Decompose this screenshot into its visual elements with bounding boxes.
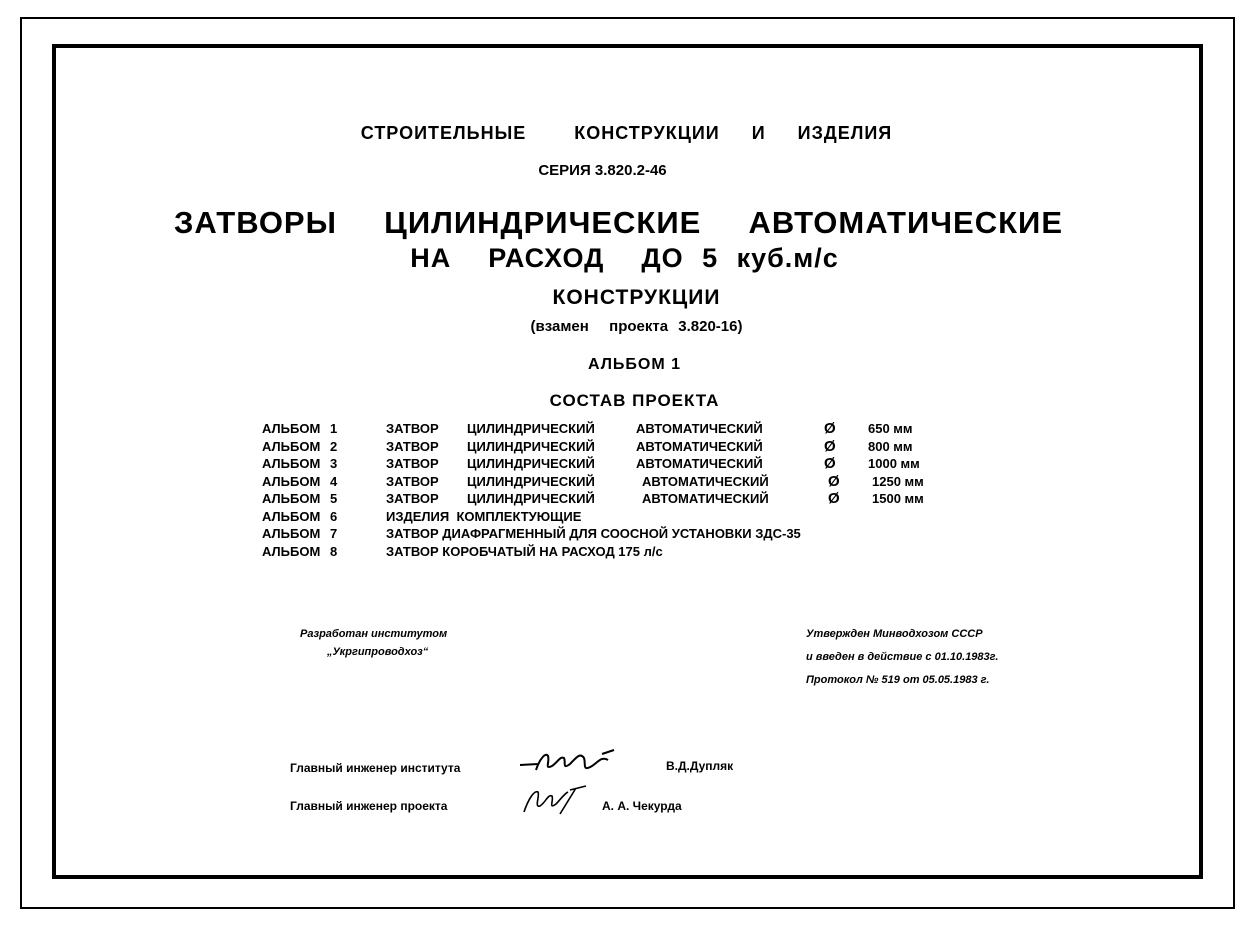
album-row-description: ЗАТВОР КОРОБЧАТЫЙ НА РАСХОД 175 л/с (386, 543, 663, 559)
album-row-number: 4 (330, 473, 338, 489)
signature-dupliak (518, 748, 628, 778)
header-line1: СТРОИТЕЛЬНЫЕ КОНСТРУКЦИИ И ИЗДЕЛИЯ (360, 123, 893, 143)
diameter-symbol: Ø (828, 472, 840, 490)
diameter-symbol: Ø (824, 437, 836, 455)
album-row-label: АЛЬБОМ (262, 526, 321, 541)
album-row-mode: АВТОМАТИЧЕСКИЙ (636, 456, 763, 471)
album-row-type: ЦИЛИНДРИЧЕСКИЙ (467, 491, 595, 506)
title-line2: НА РАСХОД ДО 5 куб.м/с (410, 243, 839, 273)
album-row-size: 800 мм (868, 438, 913, 454)
album-row-type: ЦИЛИНДРИЧЕСКИЙ (467, 438, 595, 454)
album-row-label: АЛЬБОМ (262, 543, 321, 559)
chief-project-name: А. А. Чекурда (602, 799, 682, 813)
title-line1: ЗАТВОРЫ ЦИЛИНДРИЧЕСКИЕ АВТОМАТИЧЕСКИЕ (174, 205, 1063, 240)
album-row-type: ЦИЛИНДРИЧЕСКИЙ (467, 421, 595, 436)
contents-heading: СОСТАВ ПРОЕКТА (549, 391, 720, 410)
album-row-number: 6 (330, 508, 338, 524)
album-label: АЛЬБОМ 1 (587, 356, 682, 373)
series-label: СЕРИЯ 3.820.2-46 (538, 162, 667, 179)
album-row-label: АЛЬБОМ (262, 491, 321, 506)
album-row-mode: АВТОМАТИЧЕСКИЙ (642, 491, 769, 506)
chief-institute-title: Главный инженер института (290, 761, 461, 775)
album-row-label: АЛЬБОМ (262, 456, 321, 471)
diameter-symbol: Ø (828, 490, 840, 507)
signature-chekurda (520, 784, 590, 818)
diameter-symbol: Ø (824, 420, 836, 437)
album-row-label: АЛЬБОМ (262, 421, 321, 436)
album-row-description: ИЗДЕЛИЯ КОМПЛЕКТУЮЩИЕ (386, 508, 582, 524)
album-row-item: ЗАТВОР (386, 456, 439, 471)
album-row-number: 7 (330, 526, 338, 541)
subtitle: КОНСТРУКЦИИ (552, 286, 721, 309)
diameter-symbol: Ø (824, 455, 836, 472)
developer-line1: Разработан институтом (300, 628, 448, 640)
chief-project-title: Главный инженер проекта (290, 799, 448, 813)
album-row-description: ЗАТВОР ДИАФРАГМЕННЫЙ ДЛЯ СООСНОЙ УСТАНОВКИ ЗДС-35 (386, 526, 801, 541)
approval-line1: Утвержден Минводхозом СССР (806, 628, 983, 640)
replaces-note: (взамен проекта 3.820-16) (530, 318, 743, 335)
album-row-mode: АВТОМАТИЧЕСКИЙ (636, 438, 763, 454)
developer-line2: „Укргипроводхоз“ (327, 646, 429, 658)
album-row-size: 1500 мм (872, 491, 924, 506)
album-row-size: 1000 мм (868, 456, 920, 471)
album-row-type: ЦИЛИНДРИЧЕСКИЙ (467, 473, 595, 489)
album-row-item: ЗАТВОР (386, 491, 439, 506)
chief-institute-name: В.Д.Дупляк (666, 759, 734, 773)
album-row-number: 3 (330, 456, 338, 471)
album-row-item: ЗАТВОР (386, 438, 439, 454)
album-row-size: 1250 мм (872, 473, 924, 489)
album-row-type: ЦИЛИНДРИЧЕСКИЙ (467, 456, 595, 471)
approval-line2: и введен в действие с 01.10.1983г. (806, 651, 999, 663)
album-row-item: ЗАТВОР (386, 421, 439, 436)
album-row-label: АЛЬБОМ (262, 508, 321, 524)
album-row-number: 8 (330, 543, 338, 559)
album-row-mode: АВТОМАТИЧЕСКИЙ (642, 473, 769, 489)
album-row-number: 5 (330, 491, 338, 506)
album-row-label: АЛЬБОМ (262, 438, 321, 454)
approval-line3: Протокол № 519 от 05.05.1983 г. (806, 674, 990, 686)
album-row-number: 2 (330, 438, 338, 454)
album-row-size: 650 мм (868, 421, 913, 436)
album-row-number: 1 (330, 421, 338, 436)
album-row-item: ЗАТВОР (386, 473, 439, 489)
album-row-label: АЛЬБОМ (262, 473, 321, 489)
album-row-mode: АВТОМАТИЧЕСКИЙ (636, 421, 763, 436)
